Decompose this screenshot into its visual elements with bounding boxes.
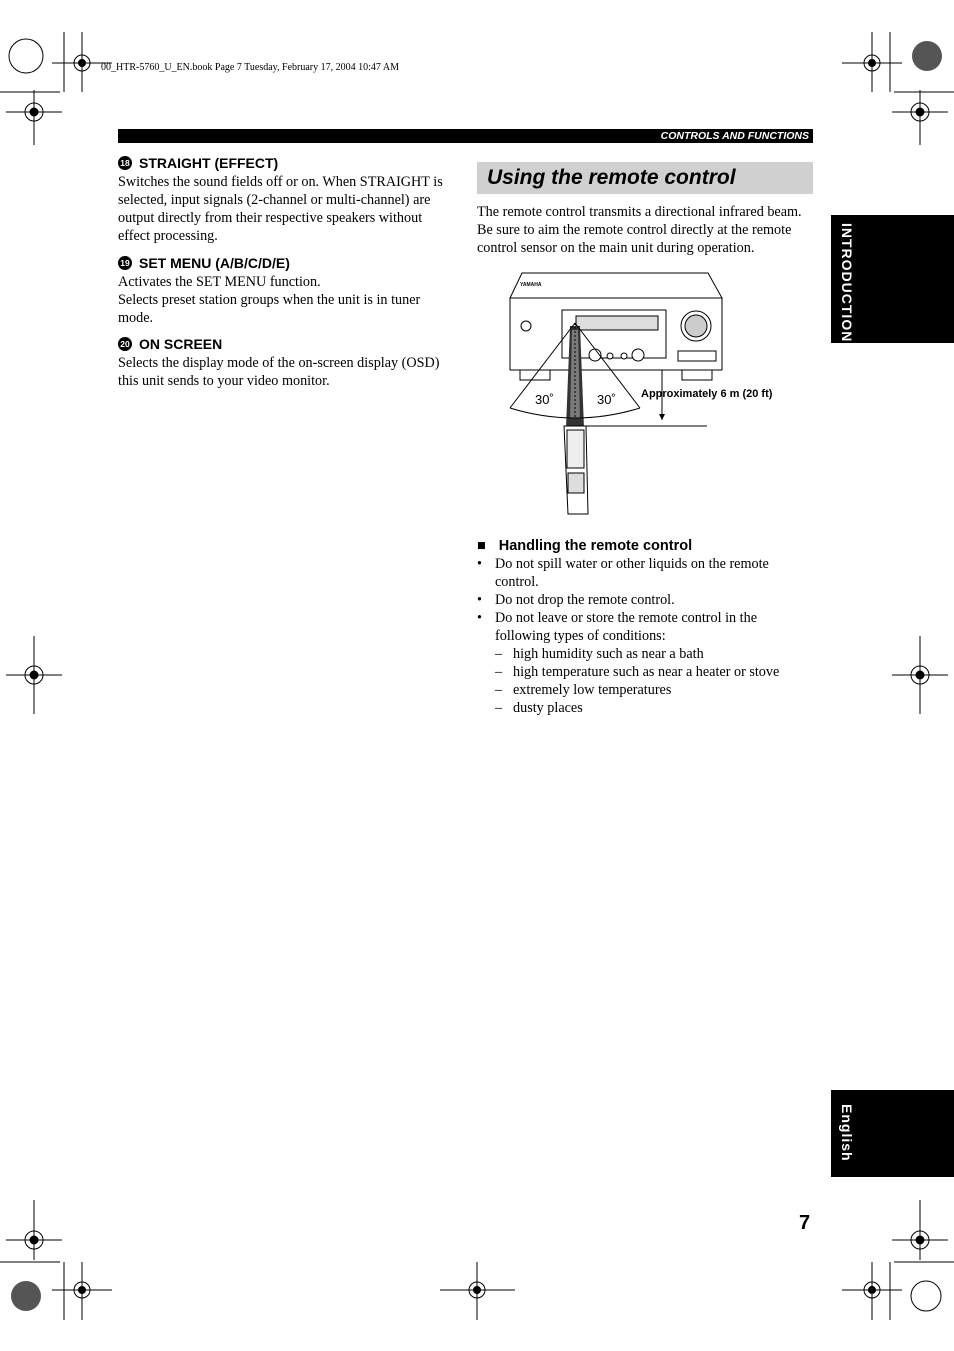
- section-marker: ■: [477, 538, 486, 554]
- handling-section: [477, 538, 813, 717]
- item-18: [118, 155, 458, 245]
- section-title-box: [477, 162, 813, 194]
- list-item: • Do not spill water or other liquids on the remote control.: [477, 555, 813, 591]
- text-line: effect processing.: [118, 228, 218, 244]
- english-tab: [831, 1090, 954, 1177]
- item-heading: SET MENU (A/B/C/D/E): [139, 255, 290, 271]
- receiver-unit: [510, 273, 722, 380]
- text-line: control.: [495, 574, 539, 590]
- text-line: extremely low temperatures: [513, 682, 672, 698]
- remote-control: [564, 426, 588, 514]
- number-badge: 19: [118, 256, 132, 270]
- page-number: 7: [799, 1212, 811, 1234]
- intro-paragraph: [477, 203, 813, 257]
- text-line: high humidity such as near a bath: [513, 646, 704, 662]
- text-line: output directly from their respective speakers without: [118, 210, 423, 226]
- section-label: CONTROLS AND FUNCTIONS: [660, 130, 809, 142]
- item-heading: STRAIGHT (EFFECT): [139, 155, 279, 171]
- text-line: Be sure to aim the remote control directly at the remote: [477, 222, 792, 238]
- number-badge: 18: [118, 156, 132, 170]
- list-item: – high humidity such as near a bath: [495, 646, 704, 662]
- text-line: high temperature such as near a heater or stove: [513, 664, 780, 680]
- distance-label: Approximately 6 m (20 ft): [641, 388, 773, 400]
- text-line: mode.: [118, 310, 154, 326]
- file-info: 00_HTR-5760_U_EN.book Page 7 Tuesday, February 17, 2004 10:47 AM: [101, 62, 399, 73]
- text-line: Activates the SET MENU function.: [118, 274, 321, 290]
- text-line: Do not leave or store the remote control in the: [495, 610, 757, 626]
- section-header-bar: [118, 129, 813, 143]
- angle-left-label: 30˚: [535, 392, 554, 407]
- handling-heading: Handling the remote control: [498, 538, 693, 554]
- text-line: Do not spill water or other liquids on the remote: [495, 556, 769, 572]
- text-line: Switches the sound fields off or on. When STRAIGHT is: [118, 174, 443, 190]
- list-item: • Do not leave or store the remote control in the following types of conditions:: [477, 609, 813, 645]
- text-line: Selects preset station groups when the unit is in tuner: [118, 292, 421, 308]
- introduction-tab: [831, 215, 954, 343]
- section-title: Using the remote control: [487, 166, 736, 189]
- item-20: [118, 336, 458, 390]
- list-item: – dusty places: [495, 700, 583, 716]
- item-heading: ON SCREEN: [139, 336, 223, 352]
- text-line: Do not drop the remote control.: [495, 592, 675, 608]
- english-tab-label: English: [839, 1104, 855, 1162]
- text-line: this unit sends to your video monitor.: [118, 373, 330, 389]
- text-line: The remote control transmits a directional infrared beam.: [477, 204, 802, 220]
- angle-right-label: 30˚: [597, 392, 616, 407]
- text-line: selected, input signals (2-channel or multi-channel) are: [118, 192, 431, 208]
- list-item: • Do not drop the remote control.: [477, 591, 813, 609]
- text-line: control sensor on the main unit during operation.: [477, 240, 755, 256]
- introduction-tab-label: INTRODUCTION: [839, 223, 855, 343]
- item-19: [118, 255, 458, 327]
- list-item: – extremely low temperatures: [495, 682, 672, 698]
- svg-text:YAMAHA: YAMAHA: [520, 282, 542, 288]
- text-line: following types of conditions:: [495, 628, 666, 644]
- list-item: – high temperature such as near a heater or stove: [495, 664, 780, 680]
- number-badge: 20: [118, 337, 132, 351]
- text-line: Selects the display mode of the on-screen display (OSD): [118, 355, 440, 371]
- text-line: dusty places: [513, 700, 583, 716]
